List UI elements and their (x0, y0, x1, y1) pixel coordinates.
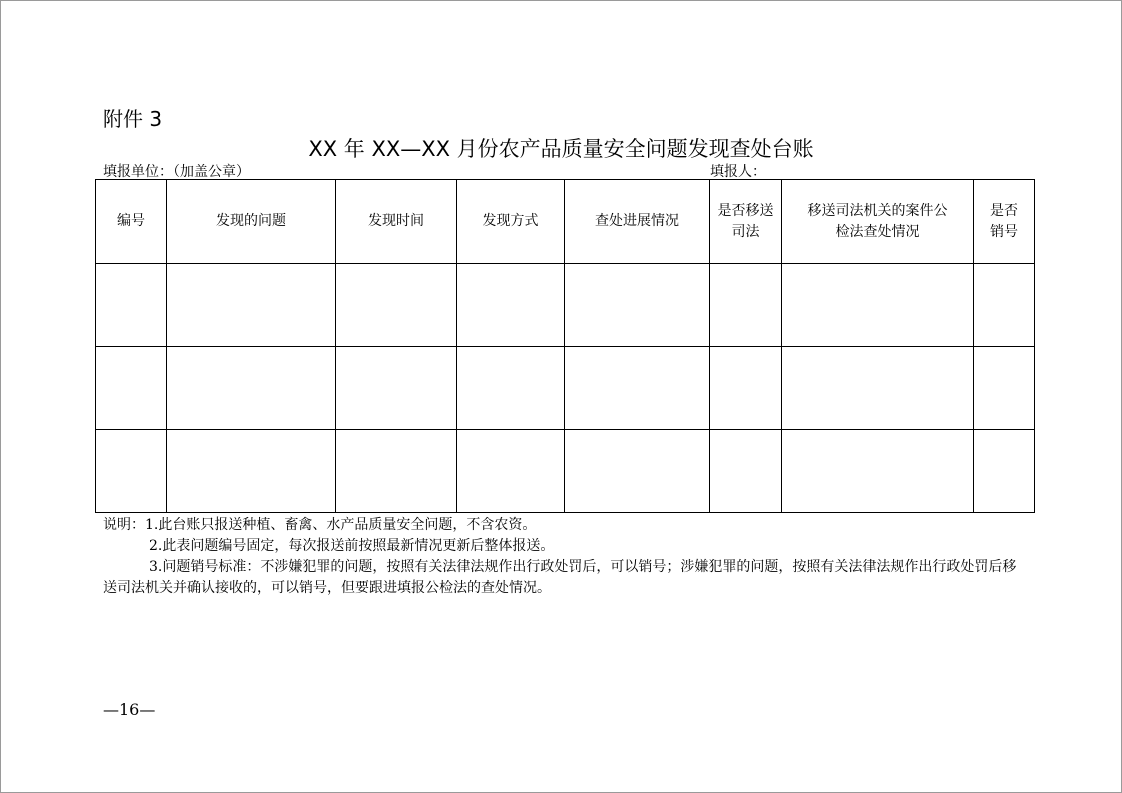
table-cell (336, 430, 457, 513)
table-cell (96, 430, 167, 513)
table-row (96, 347, 1035, 430)
table-cell (710, 347, 782, 430)
note-2: 2.此表问题编号固定，每次报送前按照最新情况更新后整体报送。 (149, 538, 555, 554)
table-cell (457, 430, 565, 513)
table-cell (167, 430, 336, 513)
table-cell (96, 264, 167, 347)
page-number: —16— (103, 700, 156, 719)
table-cell (974, 347, 1035, 430)
table-cell (167, 264, 336, 347)
table-cell (457, 264, 565, 347)
notes (103, 515, 1025, 599)
header-method: 发现方式 (457, 180, 565, 264)
note-1: 说明：1.此台账只报送种植、畜禽、水产品质量安全问题，不含农资。 (103, 517, 537, 533)
table-cell (710, 430, 782, 513)
document-title: XX 年 XX—XX 月份农产品质量安全问题发现查处台账 (308, 137, 814, 161)
table-cell (565, 347, 710, 430)
table-cell (782, 347, 974, 430)
table-header-row (96, 180, 1035, 264)
ledger-table (95, 179, 1035, 513)
filer-label: 填报人： (710, 164, 766, 180)
table-cell (457, 347, 565, 430)
filing-unit-label: 填报单位：（加盖公章） (103, 164, 250, 180)
table-cell (167, 347, 336, 430)
table-cell (565, 430, 710, 513)
header-judicial-status: 移送司法机关的案件公检法查处情况 (782, 180, 974, 264)
table-cell (336, 347, 457, 430)
table-cell (782, 430, 974, 513)
table-cell (974, 430, 1035, 513)
table-cell (782, 264, 974, 347)
table-cell (974, 264, 1035, 347)
table-cell (96, 347, 167, 430)
table-row (96, 430, 1035, 513)
header-closed: 是否销号 (974, 180, 1035, 264)
header-number: 编号 (96, 180, 167, 264)
table-row (96, 264, 1035, 347)
table-cell (336, 264, 457, 347)
table-cell (565, 264, 710, 347)
attachment-label: 附件 3 (103, 107, 163, 131)
header-issue: 发现的问题 (167, 180, 336, 264)
header-time: 发现时间 (336, 180, 457, 264)
note-3: 3.问题销号标准：不涉嫌犯罪的问题，按照有关法律法规作出行政处罚后，可以销号；涉嫌犯罪的问题，按照有关法律法规作出行政处罚后移送司法机关并确认接收的，可以销号，但要跟进填报公检法的查处情况。 (103, 559, 1017, 596)
header-progress: 查处进展情况 (565, 180, 710, 264)
table-cell (710, 264, 782, 347)
header-transfer-judicial: 是否移送司法 (710, 180, 782, 264)
